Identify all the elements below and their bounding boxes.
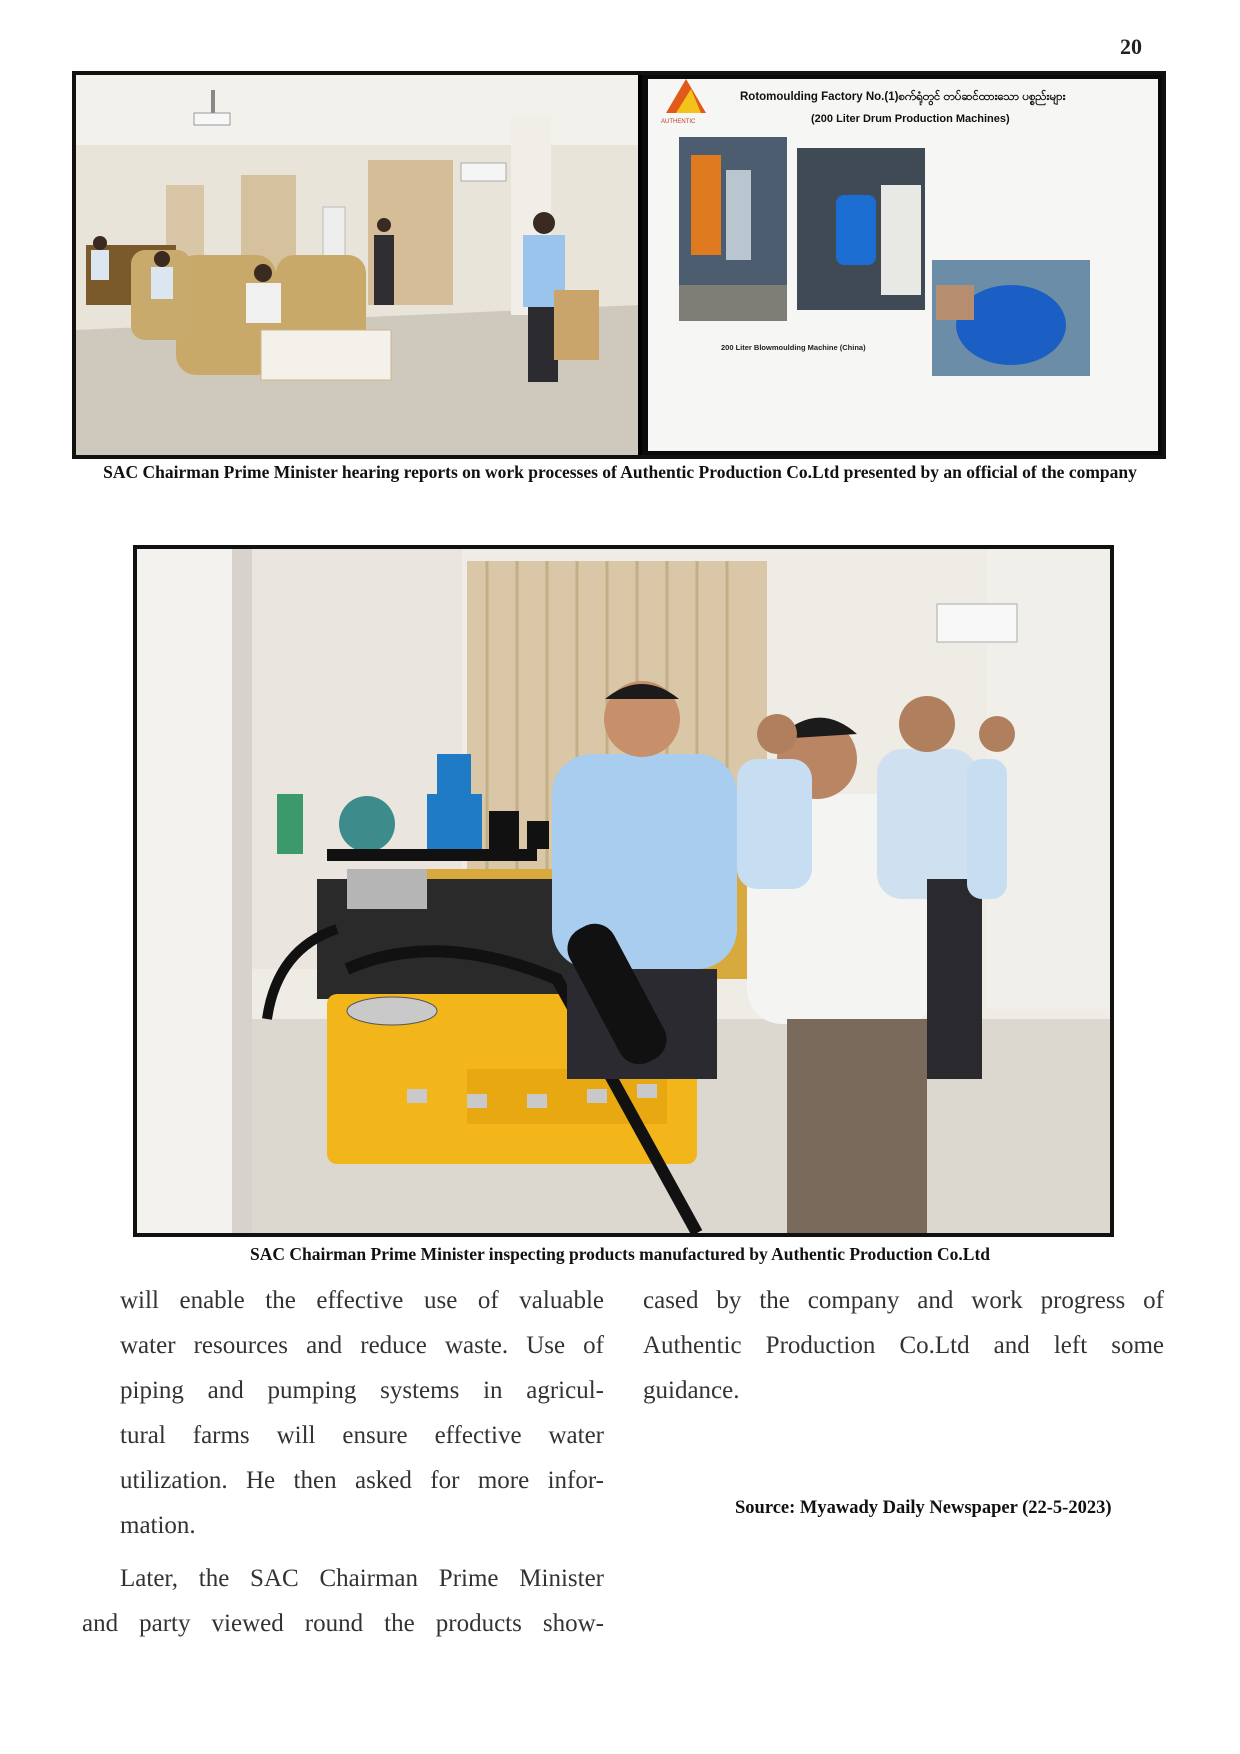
left-paragraph-1 (82, 1278, 604, 1548)
meeting-photo-illustration (76, 75, 1162, 455)
text-line: cased by the company and work progress of (643, 1287, 1164, 1314)
page-number: 20 (1120, 34, 1142, 59)
source-credit: Source: Myawady Daily Newspaper (22-5-2023) (735, 1498, 1112, 1518)
inspection-photo (133, 545, 1114, 1237)
text-line: utilization. He then asked for more infor- (120, 1467, 604, 1494)
meeting-photo (72, 71, 1166, 459)
slide-image-label: 200 Liter Blowmoulding Machine (China) (721, 343, 866, 352)
text-line: guidance. (643, 1377, 740, 1404)
slide-subtitle: (200 Liter Drum Production Machines) (811, 113, 1010, 125)
article-right-column (643, 1278, 1164, 1413)
left-paragraph-2 (82, 1556, 604, 1646)
top-photo-caption: SAC Chairman Prime Minister hearing reports on work processes of Authentic Production Co.Ltd presented by an official of the company (103, 462, 1137, 482)
text-line: water resources and reduce waste. Use of (120, 1332, 604, 1359)
text-line: mation. (120, 1512, 196, 1539)
bottom-photo-caption: SAC Chairman Prime Minister inspecting products manufactured by Authentic Production Co.Ltd (249, 1244, 991, 1264)
text-line: tural farms will ensure effective water (120, 1422, 604, 1449)
right-paragraph-1 (643, 1278, 1164, 1413)
text-line: piping and pumping systems in agricul- (120, 1377, 604, 1404)
text-line: Later, the SAC Chairman Prime Minister (120, 1565, 604, 1592)
article-left-column (82, 1278, 604, 1646)
svg-text:AUTHENTIC: AUTHENTIC (661, 119, 696, 125)
text-line: Authentic Production Co.Ltd and left some (643, 1332, 1164, 1359)
slide-title: Rotomoulding Factory No.(1)စက်ရုံတွင် တပ်ဆင်ထားသော ပစ္စည်းများ (740, 91, 1066, 103)
text-line: and party viewed round the products show- (82, 1610, 604, 1637)
inspection-photo-illustration (137, 549, 1110, 1233)
text-line: will enable the effective use of valuable (120, 1287, 604, 1314)
